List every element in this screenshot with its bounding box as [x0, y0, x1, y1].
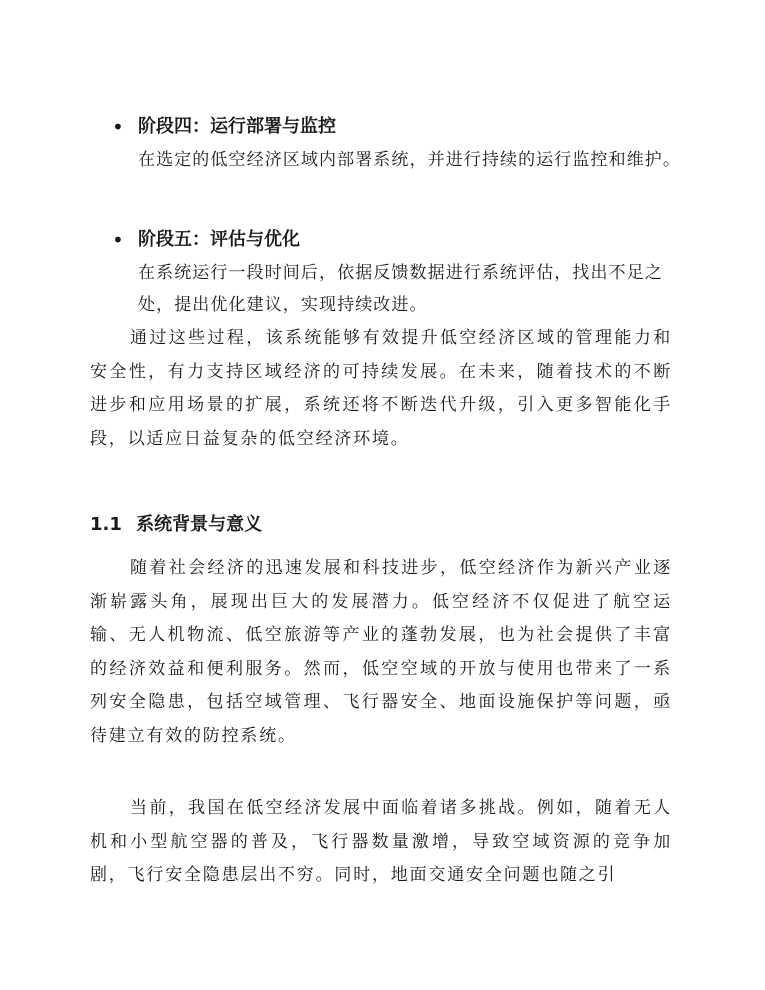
bullet-title: 阶段四：运行部署与监控 [138, 116, 336, 137]
body-paragraph: 当前，我国在低空经济发展中面临着诸多挑战。例如，随着无人机和小型航空器的普及，飞行器数量激增，导致空域资源的竞争加剧，飞行安全隐患层出不穷。同时，地面交通安全问题也随之引 [90, 798, 672, 885]
section-heading [90, 510, 262, 540]
body-paragraph: 随着社会经济的迅速发展和科技进步，低空经济作为新兴产业逐渐崭露头角，展现出巨大的发展潜力。低空经济不仅促进了航空运输、无人机物流、低空旅游等产业的蓬勃发展，也为社会提供了丰富的经济效益和便利服务。然而，低空空域的开放与使用也带来了一系列安全隐患，包括空域管理、飞行器安全、地面设施保护等问题，亟待建立有效的防控系统。 [90, 558, 672, 746]
bullet-body: 在系统运行一段时间后，依据反馈数据进行系统评估，找出不足之处，提出优化建议，实现持续改进。 [138, 263, 663, 315]
bullet-dot-icon: • [112, 228, 124, 252]
bullet-dot-icon: • [112, 115, 124, 139]
section-title: 系统背景与意义 [136, 514, 263, 535]
bullet-title: 阶段五：评估与优化 [138, 229, 300, 250]
bullet-body: 在选定的低空经济区域内部署系统，并进行持续的运行监控和维护。 [138, 150, 681, 170]
section-number: 1.1 [90, 514, 122, 535]
summary-paragraph: 通过这些过程，该系统能够有效提升低空经济区域的管理能力和安全性，有力支持区域经济的可持续发展。在未来，随着技术的不断进步和应用场景的扩展，系统还将不断迭代升级，引入更多智能化手段，以适应日益复杂的低空经济环境。 [90, 328, 672, 449]
